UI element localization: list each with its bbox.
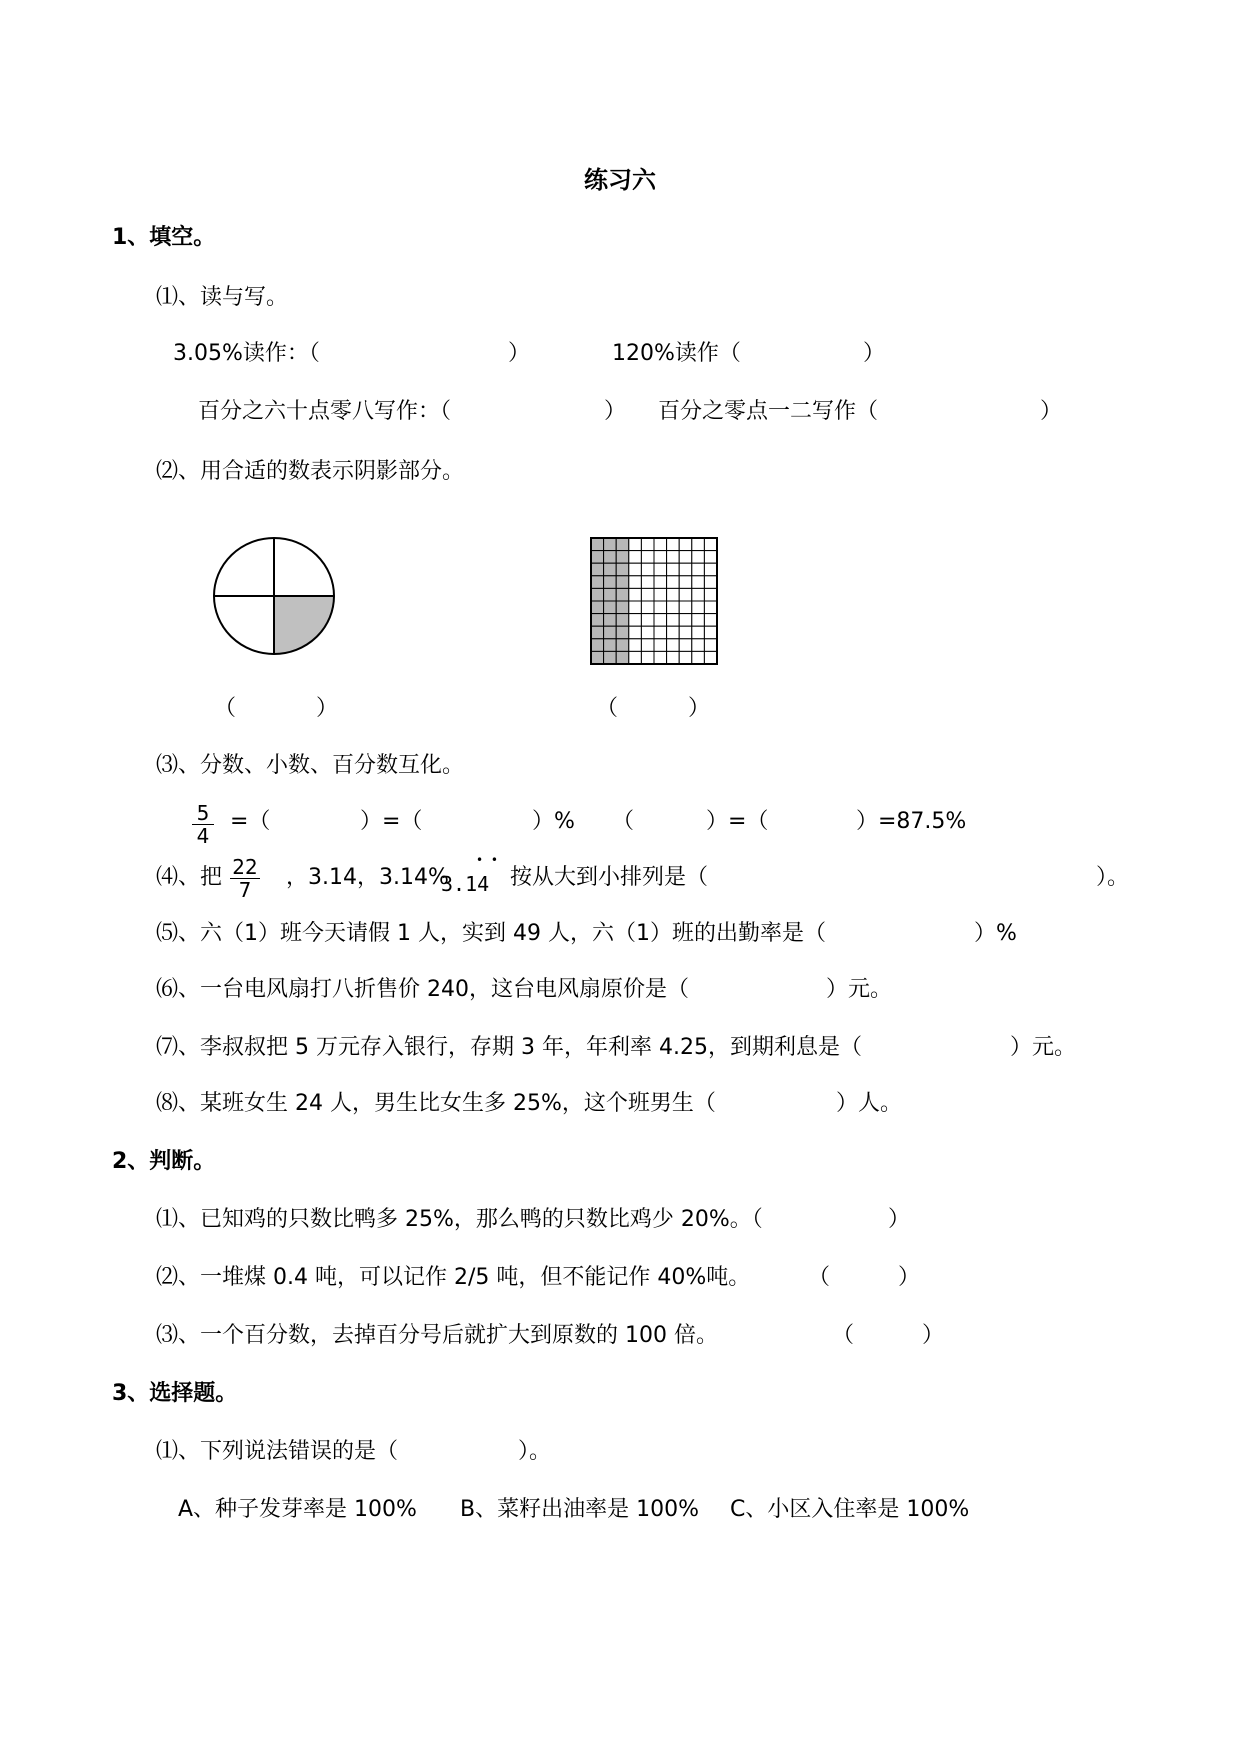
grid-cell (704, 588, 717, 601)
option-b: B、菜籽出油率是 100% (460, 1497, 699, 1522)
grid-cell-shaded (616, 651, 629, 664)
grid-cell-shaded (591, 563, 604, 576)
q1-4-suffix: 按从大到小排列是（ (510, 865, 709, 890)
grid-cell-shaded (604, 639, 617, 652)
grid-cell (641, 651, 654, 664)
fraction-22-7 (230, 856, 260, 901)
grid-cell (667, 651, 680, 664)
grid-cell (641, 576, 654, 589)
grid-cell-shaded (591, 601, 604, 614)
q1-7-close: ）元。 (1010, 1035, 1077, 1060)
grid-cell (667, 538, 680, 551)
repeating-decimal: 3.14 (441, 872, 490, 896)
grid-cell (629, 538, 642, 551)
q2-1-text: ⑴、已知鸡的只数比鸭多 25%，那么鸭的只数比鸡少 20%。（ (156, 1207, 763, 1232)
circle-quarters-figure (210, 534, 338, 658)
grid-cell (692, 588, 705, 601)
q1-3-eq1: =（ (230, 809, 271, 834)
grid-cell (667, 588, 680, 601)
grid-cell (629, 588, 642, 601)
grid-cell (692, 601, 705, 614)
grid-cell (654, 626, 667, 639)
grid-cell (641, 639, 654, 652)
grid-cell (641, 601, 654, 614)
grid-cell (629, 551, 642, 564)
grid-cell-shaded (616, 538, 629, 551)
grid-cell (641, 551, 654, 564)
grid-cell-shaded (616, 614, 629, 627)
q1-3-eq5: ）=（ (706, 809, 769, 834)
section-2-heading: 2、判断。 (112, 1149, 216, 1174)
q1-2-label: ⑵、用合适的数表示阴影部分。 (156, 459, 465, 484)
q1-2-answer-left-open: （ (214, 696, 237, 721)
q1-2-answer-right-close: ） (688, 696, 711, 721)
grid-cell-shaded (591, 576, 604, 589)
q1-5-text: ⑸、六（1）班今天请假 1 人，实到 49 人，六（1）班的出勤率是（ (156, 921, 826, 946)
q1-1-a-left: 3.05%读作：（ (173, 341, 320, 366)
grid-cell-shaded (616, 576, 629, 589)
option-c: C、小区入住率是 100% (730, 1497, 970, 1522)
q2-2-open: （ (808, 1265, 831, 1290)
q1-3-eq2: ）=（ (360, 809, 423, 834)
grid-cell-shaded (604, 588, 617, 601)
grid-cell-shaded (616, 588, 629, 601)
grid-cell (692, 576, 705, 589)
q2-3-close: ） (922, 1323, 945, 1348)
q2-2-close: ） (898, 1265, 921, 1290)
q1-4-list: ，3.14，3.14% (286, 865, 449, 890)
grid-cell (679, 576, 692, 589)
hundred-grid-figure (590, 537, 718, 665)
grid-cell (641, 626, 654, 639)
q1-1-label: ⑴、读与写。 (156, 285, 289, 310)
grid-cell-shaded (604, 626, 617, 639)
grid-cell (692, 639, 705, 652)
grid-cell-shaded (591, 551, 604, 564)
grid-cell-shaded (604, 614, 617, 627)
grid-cell (704, 639, 717, 652)
q1-6-text: ⑹、一台电风扇打八折售价 240，这台电风扇原价是（ (156, 977, 689, 1002)
q2-3-text: ⑶、一个百分数，去掉百分号后就扩大到原数的 100 倍。 (156, 1323, 718, 1348)
section-3-heading: 3、选择题。 (112, 1381, 238, 1406)
grid-cell (704, 626, 717, 639)
q1-2-answer-right-open: （ (596, 696, 619, 721)
grid-cell (692, 551, 705, 564)
grid-cell (704, 601, 717, 614)
grid-cell (692, 563, 705, 576)
q1-3-eq4: （ (612, 809, 635, 834)
q1-3-eq3: ）% (532, 809, 575, 834)
q1-3-eq6: ）=87.5% (856, 809, 967, 834)
grid-cell (629, 651, 642, 664)
grid-cell-shaded (616, 563, 629, 576)
grid-cell-shaded (616, 551, 629, 564)
grid-cell (692, 651, 705, 664)
grid-cell (679, 626, 692, 639)
q1-1-a-right-close: ） (863, 341, 886, 366)
grid-cell (641, 563, 654, 576)
grid-cell (654, 563, 667, 576)
grid-cell-shaded (616, 626, 629, 639)
grid-cell (692, 614, 705, 627)
q1-6-close: ）元。 (826, 977, 893, 1002)
q1-8-text: ⑻、某班女生 24 人，男生比女生多 25%，这个班男生（ (156, 1091, 716, 1116)
grid-cell (667, 614, 680, 627)
grid-cell (654, 651, 667, 664)
grid-cell (667, 601, 680, 614)
grid-cell (629, 614, 642, 627)
grid-cell (679, 614, 692, 627)
q1-1-b-right-close: ） (1040, 399, 1063, 424)
grid-cell (641, 538, 654, 551)
grid-cell (667, 563, 680, 576)
q3-1-text: ⑴、下列说法错误的是（ (156, 1439, 399, 1464)
q2-3-open: （ (832, 1323, 855, 1348)
grid-cell-shaded (604, 601, 617, 614)
grid-cell (667, 639, 680, 652)
grid-cell-shaded (616, 601, 629, 614)
q1-1-a-left-close: ） (508, 341, 531, 366)
grid-cell (667, 576, 680, 589)
grid-cell-shaded (604, 563, 617, 576)
fraction-numerator: 22 (232, 855, 258, 879)
grid-cell (641, 588, 654, 601)
q1-1-b-right: 百分之零点一二写作（ (658, 399, 879, 424)
grid-cell (667, 551, 680, 564)
option-a: A、种子发芽率是 100% (178, 1497, 417, 1522)
grid-cell (654, 588, 667, 601)
grid-cell-shaded (604, 576, 617, 589)
repeating-dots: • • (476, 853, 500, 867)
grid-cell (629, 576, 642, 589)
fraction-numerator: 5 (196, 801, 210, 825)
grid-cell (667, 626, 680, 639)
grid-cell (704, 651, 717, 664)
q2-2-text: ⑵、一堆煤 0.4 吨，可以记作 2/5 吨，但不能记作 40%吨。 (156, 1265, 751, 1290)
grid-cell (692, 538, 705, 551)
q1-4-prefix: ⑷、把 (156, 865, 223, 890)
grid-cell (704, 563, 717, 576)
grid-cell (654, 551, 667, 564)
q1-7-text: ⑺、李叔叔把 5 万元存入银行，存期 3 年，年利率 4.25，到期利息是（ (156, 1035, 862, 1060)
grid-cell (654, 538, 667, 551)
grid-cell-shaded (591, 639, 604, 652)
grid-cell-shaded (591, 588, 604, 601)
grid-cell (629, 601, 642, 614)
grid-cell-shaded (604, 551, 617, 564)
grid-cell (679, 551, 692, 564)
grid-cell (704, 576, 717, 589)
q1-3-label: ⑶、分数、小数、百分数互化。 (156, 753, 465, 778)
grid-cell (654, 639, 667, 652)
fraction-5-4 (192, 802, 214, 847)
q1-1-b-left: 百分之六十点零八写作：（ (198, 399, 452, 424)
grid-cell-shaded (591, 614, 604, 627)
q1-1-b-left-close: ） (604, 399, 627, 424)
grid-cell (679, 538, 692, 551)
grid-cell-shaded (604, 651, 617, 664)
page-title: 练习六 (584, 166, 656, 194)
q1-4-close: ）。 (1096, 865, 1130, 890)
q3-1-close: ）。 (518, 1439, 552, 1464)
section-1-heading: 1、填空。 (112, 225, 216, 250)
fraction-denominator: 7 (230, 878, 260, 901)
grid-cell (679, 601, 692, 614)
grid-cell (704, 538, 717, 551)
q2-1-close: ） (888, 1207, 911, 1232)
grid-cell-shaded (604, 538, 617, 551)
grid-cell (654, 576, 667, 589)
grid-cell-shaded (591, 538, 604, 551)
grid-cell (641, 614, 654, 627)
grid-cell (629, 639, 642, 652)
grid-cell (679, 639, 692, 652)
grid-cell (629, 563, 642, 576)
grid-cell (704, 614, 717, 627)
q1-8-close: ）人。 (836, 1091, 903, 1116)
grid-cell-shaded (591, 651, 604, 664)
grid-cell (692, 626, 705, 639)
grid-cell (679, 588, 692, 601)
grid-cell (629, 626, 642, 639)
q1-1-a-right: 120%读作（ (612, 341, 741, 366)
grid-cell (654, 614, 667, 627)
grid-cell (679, 563, 692, 576)
grid-cell (679, 651, 692, 664)
q1-5-close: ）% (974, 921, 1017, 946)
q1-2-answer-left-close: ） (316, 696, 339, 721)
grid-cell (654, 601, 667, 614)
grid-cell-shaded (616, 639, 629, 652)
fraction-denominator: 4 (192, 824, 214, 847)
grid-cell-shaded (591, 626, 604, 639)
grid-cell (704, 551, 717, 564)
